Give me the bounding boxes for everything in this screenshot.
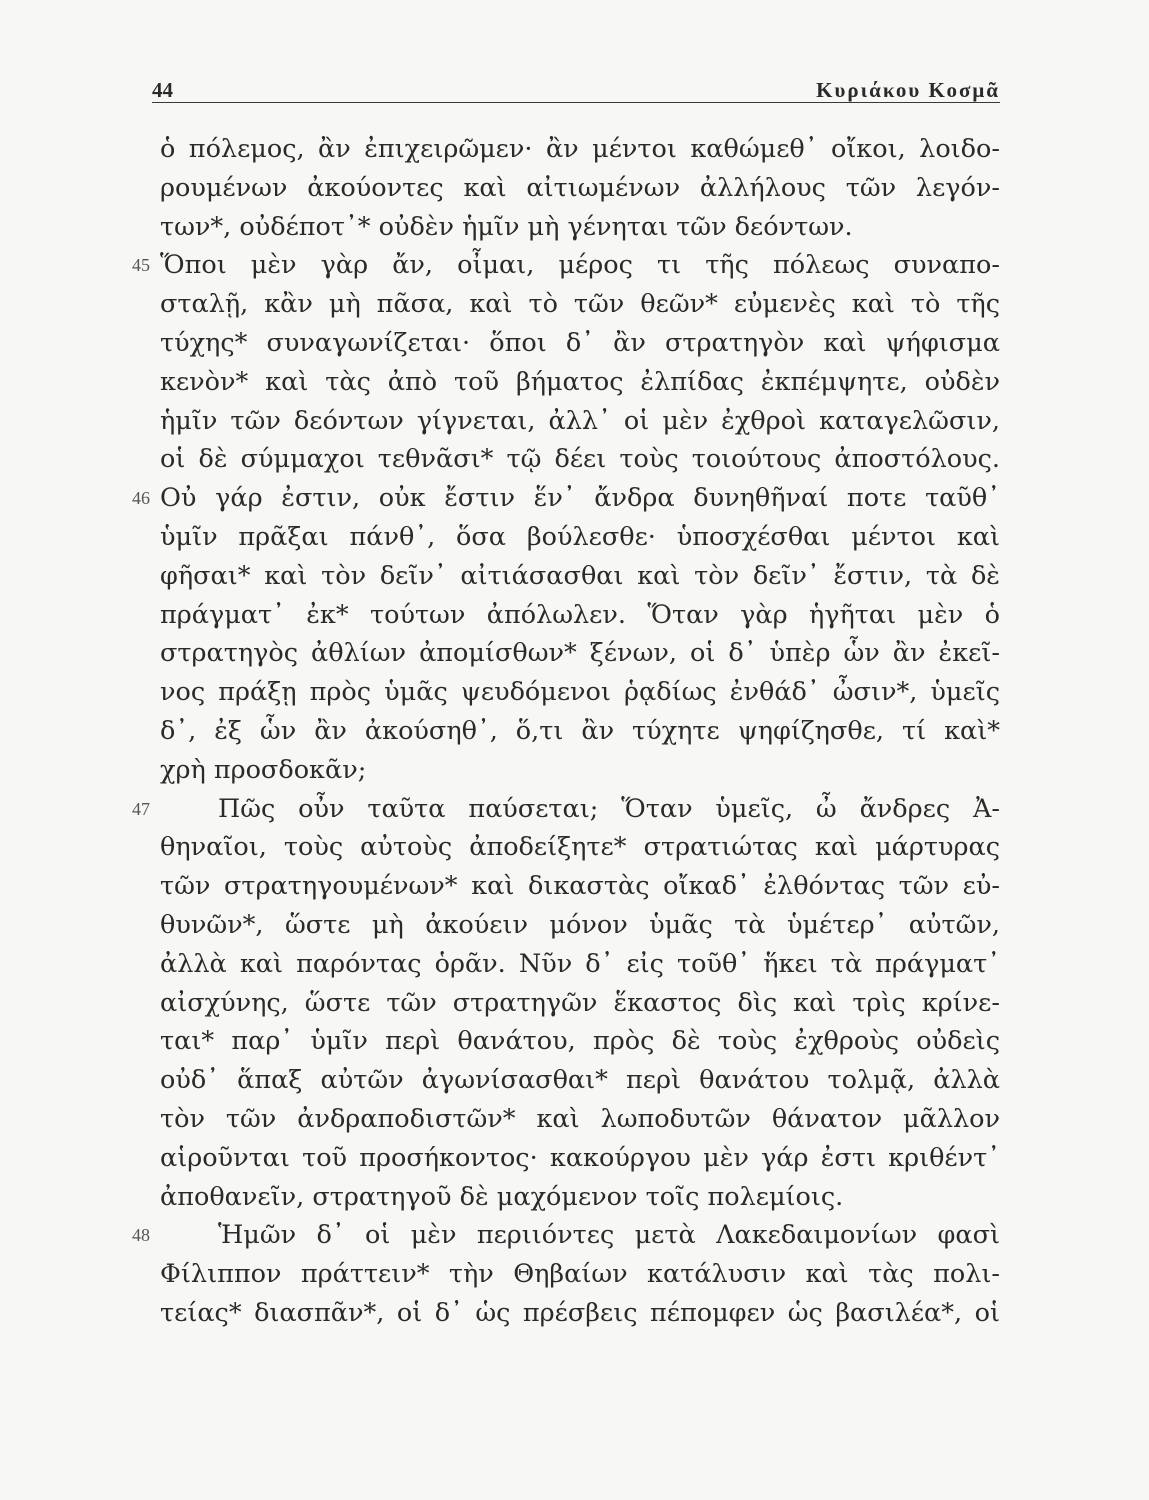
line-text: τῶν στρατηγουμένων* καὶ δικαστὰς οἴκαδ᾽ ἐλθόντας τῶν εὐ-: [160, 871, 1000, 902]
section-number: 46: [132, 488, 150, 509]
text-line: [160, 596, 1000, 635]
line-text: οἱ δὲ σύμμαχοι τεθνᾶσι* τῷ δέει τοὺς τοιούτους ἀποστόλους.: [160, 444, 1000, 475]
line-text: ὁ πόλεμος, ἂν ἐπιχειρῶμεν· ἂν μέντοι καθώμεθ᾽ οἴκοι, λοιδο-: [160, 134, 1000, 164]
text-line: [160, 1100, 1000, 1139]
line-text: χρὴ προσδοκᾶν;: [160, 754, 367, 785]
text-line: [160, 1294, 1000, 1333]
text-line: [160, 1022, 1000, 1061]
text-line: [160, 634, 1000, 673]
line-text: θυνῶν*, ὥστε μὴ ἀκούειν μόνον ὑμᾶς τὰ ὑμέτερ᾽ αὐτῶν,: [160, 909, 1000, 940]
text-line: [160, 1178, 1000, 1217]
line-text: Ὅποι μὲν γὰρ ἄν, οἶμαι, μέρος τι τῆς πόλεως συναπο-: [160, 250, 1000, 281]
line-text: σταλῇ, κἂν μὴ πᾶσα, καὶ τὸ τῶν θεῶν* εὐμενὲς καὶ τὸ τῆς: [160, 289, 1000, 320]
running-header: [152, 78, 1000, 103]
text-line: [160, 673, 1000, 712]
line-text: ἀποθανεῖν, στρατηγοῦ δὲ μαχόμενον τοῖς πολεμίοις.: [160, 1181, 844, 1212]
line-text: νος πράξῃ πρὸς ὑμᾶς ψευδόμενοι ῥᾳδίως ἐνθάδ᾽ ὦσιν*, ὑμεῖς: [160, 677, 1000, 708]
section-number: 48: [132, 1225, 150, 1246]
text-line: [160, 1255, 1000, 1294]
text-line: [160, 867, 1000, 906]
text-line: [160, 324, 1000, 363]
section-number: 47: [132, 798, 150, 819]
line-text: τείας* διασπᾶν*, οἱ δ᾽ ὡς πρέσβεις πέπομφεν ὡς βασιλέα*, οἱ: [160, 1297, 1000, 1328]
line-text: θηναῖοι, τοὺς αὐτοὺς ἀποδείξητε* στρατιώτας καὶ μάρτυρας: [160, 832, 1000, 863]
text-line: [160, 402, 1000, 441]
line-text: πράγματ᾽ ἐκ* τούτων ἀπόλωλεν. Ὅταν γὰρ ἡγῆται μὲν ὁ: [160, 599, 1000, 630]
text-line: [160, 828, 1000, 867]
text-line: [160, 751, 1000, 790]
text-line: [160, 285, 1000, 324]
text-line: [160, 169, 1000, 208]
line-text: αἱροῦνται τοῦ προσήκοντος· κακούργου μὲν γάρ ἐστι κριθέντ᾽: [160, 1142, 1000, 1173]
text-line: [132, 1216, 1000, 1255]
line-text: ται* παρ᾽ ὑμῖν περὶ θανάτου, πρὸς δὲ τοὺς ἐχθροὺς οὐδεὶς: [160, 1026, 1000, 1057]
line-text: στρατηγὸς ἀθλίων ἀπομίσθων* ξένων, οἱ δ᾽ ὑπὲρ ὧν ἂν ἐκεῖ-: [160, 638, 1000, 669]
running-head-title: Κυριάκου Κοσμᾶ: [816, 78, 1000, 102]
text-line: [160, 363, 1000, 402]
text-line: [132, 790, 1000, 829]
text-line: [160, 984, 1000, 1023]
line-text: τὸν τῶν ἀνδραποδιστῶν* καὶ λωποδυτῶν θάνατον μᾶλλον: [160, 1103, 1000, 1134]
body-text: [132, 130, 1000, 1333]
line-text: ἀλλὰ καὶ παρόντας ὁρᾶν. Νῦν δ᾽ εἰς τοῦθ᾽ ἥκει τὰ πράγματ᾽: [160, 948, 1000, 979]
text-line: [132, 246, 1000, 285]
text-line: [160, 945, 1000, 984]
page-number: 44: [152, 78, 173, 102]
text-line: [160, 712, 1000, 751]
line-text: Πῶς οὖν ταῦτα παύσεται; Ὅταν ὑμεῖς, ὦ ἄνδρες Ἀ-: [218, 793, 1000, 824]
text-line: [160, 208, 1000, 247]
text-line: [160, 1061, 1000, 1100]
text-line: [160, 1139, 1000, 1178]
text-line: [160, 440, 1000, 479]
text-line: [160, 518, 1000, 557]
line-text: φῆσαι* καὶ τὸν δεῖν᾽ αἰτιάσασθαι καὶ τὸν δεῖν᾽ ἔστιν, τὰ δὲ: [160, 560, 1000, 591]
line-text: ὑμῖν πρᾶξαι πάνθ᾽, ὅσα βούλεσθε· ὑποσχέσθαι μέντοι καὶ: [160, 521, 1000, 552]
line-text: Οὐ γάρ ἐστιν, οὐκ ἔστιν ἕν᾽ ἄνδρα δυνηθῆναί ποτε ταῦθ᾽: [160, 483, 1000, 514]
line-text: των*, οὐδέποτ᾽* οὐδὲν ἡμῖν μὴ γένηται τῶν δεόντων.: [160, 211, 853, 242]
section-number: 45: [132, 255, 150, 276]
line-text: δ᾽, ἐξ ὧν ἂν ἀκούσηθ᾽, ὅ,τι ἂν τύχητε ψηφίζησθε, τί καὶ*: [160, 715, 1000, 746]
line-text: ρουμένων ἀκούοντες καὶ αἰτιωμένων ἀλλήλους τῶν λεγόν-: [160, 172, 1000, 203]
text-line: [160, 906, 1000, 945]
text-line: [160, 130, 1000, 169]
line-text: ἡμῖν τῶν δεόντων γίγνεται, ἀλλ᾽ οἱ μὲν ἐχθροὶ καταγελῶσιν,: [160, 405, 1000, 436]
line-text: κενὸν* καὶ τὰς ἀπὸ τοῦ βήματος ἐλπίδας ἐκπέμψητε, οὐδὲν: [160, 366, 1000, 397]
text-line: [132, 479, 1000, 518]
text-line: [160, 557, 1000, 596]
line-text: αἰσχύνης, ὥστε τῶν στρατηγῶν ἕκαστος δὶς καὶ τρὶς κρίνε-: [160, 987, 1000, 1018]
line-text: Ἡμῶν δ᾽ οἱ μὲν περιιόντες μετὰ Λακεδαιμονίων φασὶ: [218, 1220, 1000, 1251]
line-text: τύχης* συναγωνίζεται· ὅποι δ᾽ ἂν στρατηγὸν καὶ ψήφισμα: [160, 327, 1000, 358]
line-text: Φίλιππον πράττειν* τὴν Θηβαίων κατάλυσιν καὶ τὰς πολι-: [160, 1259, 1000, 1290]
line-text: οὐδ᾽ ἅπαξ αὐτῶν ἀγωνίσασθαι* περὶ θανάτου τολμᾷ, ἀλλὰ: [160, 1065, 1000, 1096]
